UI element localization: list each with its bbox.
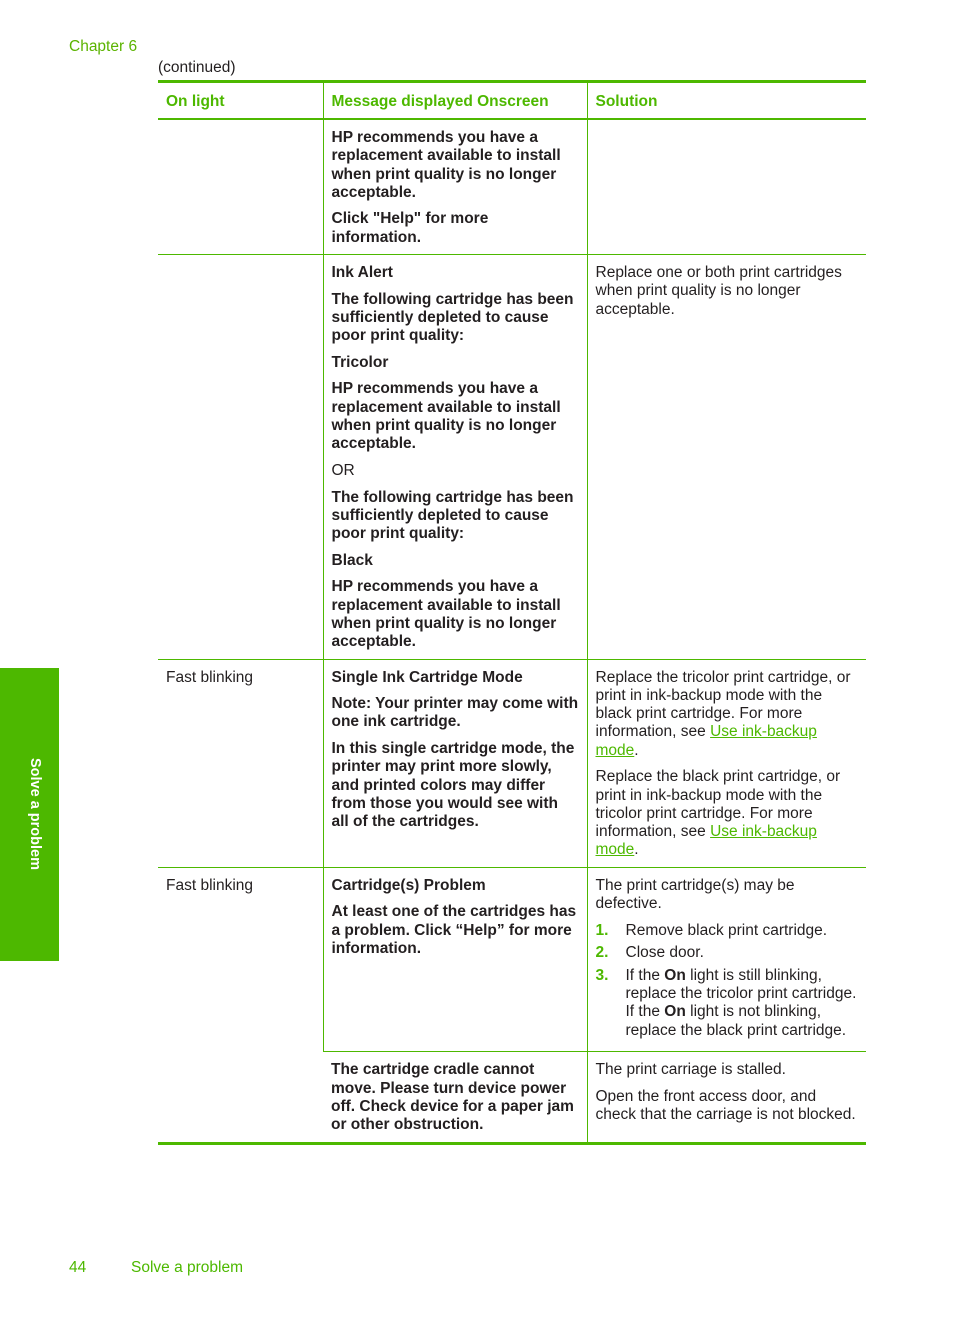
column-header-solution: Solution xyxy=(587,82,866,120)
message-heading: Ink Alert xyxy=(331,264,393,282)
solution-intro: The print cartridge(s) may be defective. xyxy=(595,876,795,913)
message-text: Tricolor xyxy=(331,353,389,371)
message-text: In this single cartridge mode, the printer may print more slowly, and printed colors may differ from those you would see with all of the cartridges. xyxy=(331,739,575,831)
message-text: Black xyxy=(331,551,373,569)
solution-cell xyxy=(587,1052,866,1143)
on-light-cell xyxy=(158,255,323,659)
step-text: If the xyxy=(625,966,665,984)
solution-cell xyxy=(587,119,866,255)
message-text: HP recommends you have a replacement available to install when print quality is no longer acceptable. xyxy=(331,129,561,201)
solution-steps-list xyxy=(596,922,859,1040)
message-text: HP recommends you have a replacement available to install when print quality is no longer acceptable. xyxy=(331,578,561,651)
side-tab-label: Solve a problem xyxy=(27,757,43,871)
solution-text: The print carriage is stalled. xyxy=(595,1061,786,1079)
table-header-row xyxy=(158,82,866,120)
message-text: Click "Help" for more information. xyxy=(331,210,489,246)
message-heading: Single Ink Cartridge Mode xyxy=(331,668,523,686)
table-row xyxy=(158,659,866,867)
ink-backup-mode-link[interactable]: Use ink-backup mode xyxy=(595,723,817,759)
on-light-term: On xyxy=(664,966,686,984)
on-light-term: On xyxy=(664,1003,686,1021)
message-cell xyxy=(323,1052,587,1143)
ink-backup-mode-link[interactable]: Use ink-backup mode xyxy=(595,823,817,859)
message-heading: Cartridge(s) Problem xyxy=(331,876,486,894)
page-number: 44 xyxy=(69,1259,87,1276)
solution-text-span: Replace the black print cartridge, or print in ink-backup mode with the tricolor print cartridge. For more information, see xyxy=(595,768,841,841)
message-text: The following cartridge has been sufficiently depleted to cause poor print quality: xyxy=(331,488,574,543)
footer-section-title: Solve a problem xyxy=(131,1259,244,1276)
solution-cell xyxy=(587,255,866,659)
message-text: The following cartridge has been sufficiently depleted to cause poor print quality: xyxy=(331,290,574,345)
list-item xyxy=(596,967,859,1040)
solution-text-end: . xyxy=(634,841,639,859)
solution-cell xyxy=(587,867,866,1052)
on-light-cell xyxy=(158,119,323,255)
message-cell xyxy=(323,659,587,867)
side-section-tab xyxy=(0,668,59,961)
message-text: HP recommends you have a replacement available to install when print quality is no longer acceptable. xyxy=(331,380,561,453)
message-cell xyxy=(323,119,587,255)
step-text: Remove black print cartridge. xyxy=(625,921,828,939)
step-text: Close door. xyxy=(625,944,704,962)
step-text: light is still blinking, replace the tricolor print cartridge. If the xyxy=(625,966,857,1021)
chapter-label: Chapter 6 xyxy=(69,38,138,55)
continued-label: (continued) xyxy=(158,59,236,76)
step-number: 1. xyxy=(595,921,609,939)
solution-text-end: . xyxy=(634,741,639,759)
solution-text xyxy=(596,669,859,760)
list-item xyxy=(596,944,859,962)
message-text: At least one of the cartridges has a problem. Click “Help” for more information. xyxy=(331,903,577,957)
message-text: Note: Your printer may come with one ink cartridge. xyxy=(331,695,579,731)
status-light-table xyxy=(158,80,866,1145)
step-text: light is not blinking, replace the black print cartridge. xyxy=(625,1003,847,1039)
table-row xyxy=(158,119,866,255)
solution-cell xyxy=(587,659,866,867)
list-item xyxy=(596,922,859,940)
message-cell xyxy=(323,867,587,1052)
step-number: 3. xyxy=(595,966,609,984)
solution-text xyxy=(596,768,859,859)
message-text: The cartridge cradle cannot move. Please turn device power off. Check device for a paper jam or other obstruction. xyxy=(331,1061,574,1134)
table-row xyxy=(158,255,866,659)
column-header-on-light: On light xyxy=(158,82,323,120)
solution-text: Open the front access door, and check that the carriage is not blocked. xyxy=(595,1087,856,1124)
message-cell xyxy=(323,255,587,659)
message-text: OR xyxy=(331,461,355,479)
solution-text-span: Replace the tricolor print cartridge, or print in ink-backup mode with the black print cartridge. For more information, see xyxy=(595,668,851,741)
solution-text: Replace one or both print cartridges when print quality is no longer acceptable. xyxy=(595,264,842,318)
step-number: 2. xyxy=(595,944,609,962)
column-header-message: Message displayed Onscreen xyxy=(323,82,587,120)
table-row xyxy=(158,867,866,1052)
on-light-cell: Fast blinking xyxy=(158,867,323,1143)
on-light-cell: Fast blinking xyxy=(158,659,323,867)
